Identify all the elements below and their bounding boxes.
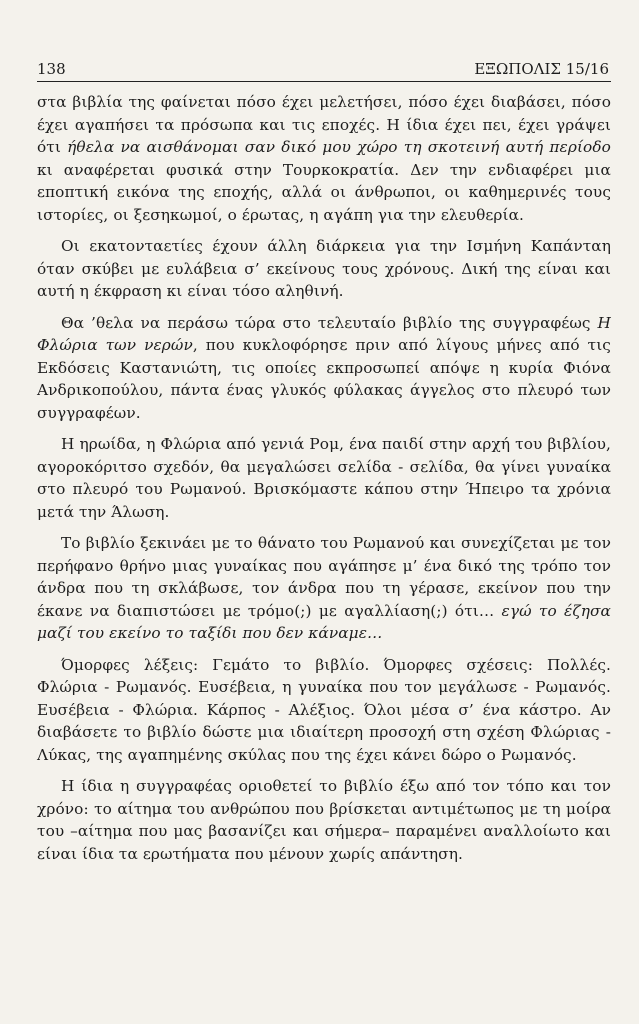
page-header bbox=[37, 60, 611, 82]
text-run: στα βιβλία της φαίνεται πόσο έχει μελετήσει, πόσο έχει διαβάσει, πόσο έχει αγαπήσει τα πρόσωπα και τις εποχές. Η ίδια έχει πει, έχει γράψει ότι bbox=[37, 93, 611, 156]
paragraph-5 bbox=[37, 532, 611, 645]
paragraph-3 bbox=[37, 312, 611, 425]
text-run: , που κυκλοφόρησε πριν από λίγους μήνες από τις Εκδόσεις Καστανιώτη, τις οποίες εκπροσωπεί απόψε η κυρία Φιόνα Ανδρικοπούλου, πάντα ένας γλυκός φύλακας άγγελος στο πλευρό των συγγραφέων. bbox=[37, 336, 611, 422]
paragraph-6 bbox=[37, 654, 611, 767]
text-run: Η ίδια η συγγραφέας οριοθετεί το βιβλίο έξω από τον τόπο και τον χρόνο: το αίτημα του ανθρώπου που βρίσκεται αντιμέτωπος με τη μοίρα του –αίτημα που μας βασανίζει και σήμερα– παραμένει αναλλοίωτο και είναι ίδια τα ερωτήματα που μένουν χωρίς απάντηση. bbox=[37, 777, 611, 863]
text-run: Θα ’θελα να περάσω τώρα στο τελευταίο βιβλίο της συγγραφέως bbox=[61, 313, 598, 332]
body-text bbox=[37, 91, 611, 865]
italic-quote: εγώ το έζησα μαζί του εκείνο το ταξίδι που δεν κάναμε… bbox=[37, 601, 611, 642]
text-run: Η ηρωίδα, η Φλώρια από γενιά Ρομ, ένα παιδί στην αρχή του βιβλίου, αγοροκόριτσο σχεδόν, θα μεγαλώσει σελίδα - σελίδα, θα γίνει γυναίκα στο πλευρό του Ρωμανού. Βρισκόμαστε κάπου στην Ήπειρο τα χρόνια μετά την Άλωση. bbox=[37, 435, 611, 521]
text-run: κι αναφέρεται φυσικά στην Τουρκοκρατία. Δεν την ενδιαφέρει μια εποπτική εικόνα της εποχής, αλλά οι άνθρωποι, οι καθημερινές τους ιστορίες, οι ξεσηκωμοί, ο έρωτας, η αγάπη για την ελευθερία. bbox=[37, 160, 611, 224]
text-run: Όμορφες λέξεις: Γεμάτο το βιβλίο. Όμορφες σχέσεις: Πολλές. Φλώρια - Ρωμανός. Ευσέβεια, η γυναίκα που τον μεγάλωσε - Ρωμανός. Ευσέβεια - Φλώρια. Κάρπος - Αλέξιος. Όλοι μέσα σ’ ένα κάστρο. Αν διαβάσετε το βιβλίο δώστε μια ιδιαίτερη προσοχή στη σχέση Φλώριας - Λύκας, της αγαπημένης σκύλας που της έχει κάνει δώρο ο Ρωμανός. bbox=[37, 655, 611, 764]
running-title: ΕΞΩΠΟΛΙΣ 15/16 bbox=[474, 60, 609, 78]
page-number: 138 bbox=[37, 60, 66, 78]
paragraph-7 bbox=[37, 775, 611, 865]
paragraph-1 bbox=[37, 91, 611, 226]
paragraph-4 bbox=[37, 433, 611, 523]
text-run: Οι εκατονταετίες έχουν άλλη διάρκεια για την Ισμήνη Καπάνταη όταν σκύβει με ευλάβεια σ’ εκείνους τους χρόνους. Δική της είναι και αυτή η έκφραση κι είναι τόσο αληθινή. bbox=[37, 237, 611, 300]
book-title-italic: Η Φλώρια των νερών bbox=[37, 313, 611, 354]
italic-quote: ήθελα να αισθάνομαι σαν δικό μου χώρο τη σκοτεινή αυτή περίοδο bbox=[67, 138, 611, 156]
paragraph-2 bbox=[37, 235, 611, 303]
text-run: Το βιβλίο ξεκινάει με το θάνατο του Ρωμανού και συνεχίζεται με τον περήφανο θρήνο μιας γυναίκας που αγάπησε μ’ ένα δικό της τρόπο τον άνδρα που τη σκλάβωσε, τον άνδρα που τη γέρασε, εκείνον που την έκανε να διαπιστώσει με τρόμο(;) με αγαλλίαση(;) ότι… bbox=[37, 534, 611, 620]
